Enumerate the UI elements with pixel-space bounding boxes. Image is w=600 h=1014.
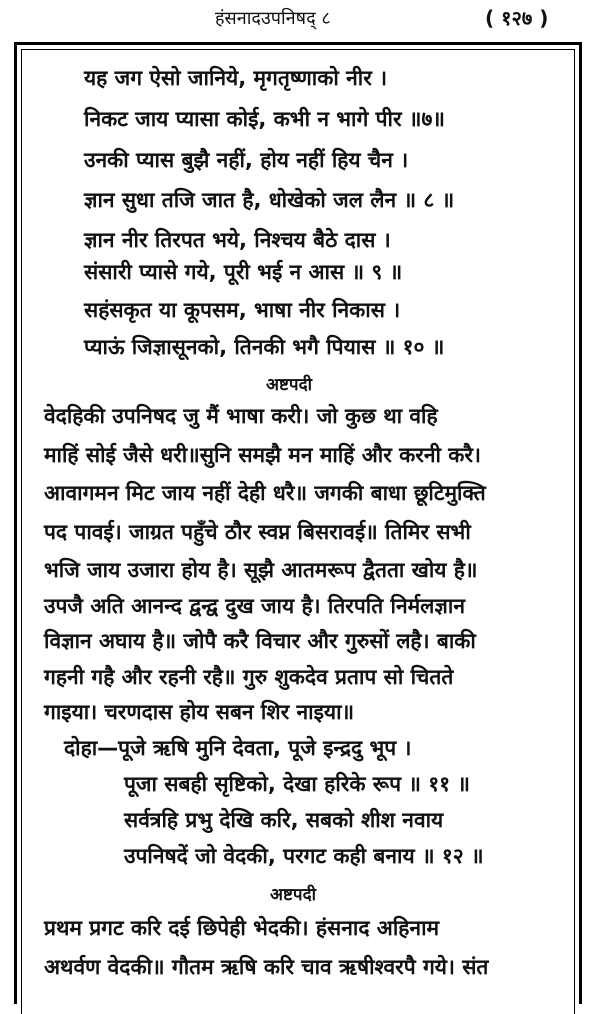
doha-line: सर्वत्रहि प्रभु देखि करि, सबको शीश नवाय <box>124 808 444 832</box>
page-number: ( १२७ ) <box>485 6 549 30</box>
page-header <box>0 0 600 40</box>
doha-line: पूजा सबही सृष्टिको, देखा हरिके रूप ॥ ११ ॥ <box>124 772 470 796</box>
verse-line: प्याऊं जिज्ञासूनको, तिनकी भगै पियास ॥ १० ॥ <box>84 335 445 359</box>
prose-line: अथर्वण वेदकी॥ गौतम ऋषि करि चाव ऋषीश्वरपै गये। संत <box>44 955 489 979</box>
prose-line: गहनी गहै और रहनी रहै॥ गुरु शुकदेव प्रताप सो चितते <box>44 665 454 689</box>
doha-line: दोहा—पूजे ऋषि मुनि देवता, पूजे इन्द्रदु भूप । <box>64 736 412 760</box>
prose-line: विज्ञान अघाय है॥ जोपै करै विचार और गुरुसों लहै। बाकी <box>44 629 476 653</box>
running-title: हंसनादउपनिषद् ८ <box>215 8 331 29</box>
doha-line: उपनिषदें जो वेदकी, परगट कही बनाय ॥ १२ ॥ <box>124 844 484 868</box>
verse-line: उनकी प्यास बुझै नहीं, होय नहीं हिय चैन । <box>84 148 409 172</box>
verse-line: यह जग ऐसो जानिये, मृगतृष्णाको नीर । <box>84 66 388 90</box>
verse-line: निकट जाय प्यासा कोई, कभी न भागे पीर ॥७॥ <box>84 107 445 131</box>
prose-line: पद पावई। जाग्रत पहुँचे ठौर स्वप्न बिसरावई॥ तिमिर सभी <box>44 520 471 544</box>
verse-line: ज्ञान नीर तिरपत भये, निश्चय बैठे दास । <box>84 228 391 252</box>
prose-line: भजि जाय उजारा होय है। सूझै आतमरूप द्वैतता खोय है॥ <box>44 558 478 582</box>
verse-line: ज्ञान सुधा तजि जात है, धोखेको जल लैन ॥ ८ ॥ <box>84 188 455 212</box>
prose-line: गाइया। चरणदास होय सबन शिर नाइया॥ <box>44 700 355 724</box>
prose-line: आवागमन मिट जाय नहीं देही धरै॥ जगकी बाधा छूटिमुक्ति <box>44 481 486 505</box>
prose-line: प्रथम प्रगट करि दई छिपेही भेदकी। हंसनाद अहिनाम <box>44 916 440 940</box>
verse-line: संसारी प्यासे गये, पूरी भई न आस ॥ ९ ॥ <box>84 260 403 284</box>
section-heading: अष्टपदी <box>266 375 313 395</box>
prose-line: वेदहिकी उपनिषद जु मैं भाषा करी। जो कुछ था वहि <box>44 404 438 428</box>
section-heading: अष्टपदी <box>270 885 317 905</box>
verse-line: सहंसकृत या कूपसम, भाषा नीर निकास । <box>84 298 401 322</box>
prose-line: उपजै अति आनन्द द्वन्द्व दुख जाय है। तिरपति निर्मलज्ञान <box>44 594 465 618</box>
prose-line: माहिं सोई जैसे धरी॥सुनि समझै मन माहिं और करनी करै। <box>44 443 481 467</box>
